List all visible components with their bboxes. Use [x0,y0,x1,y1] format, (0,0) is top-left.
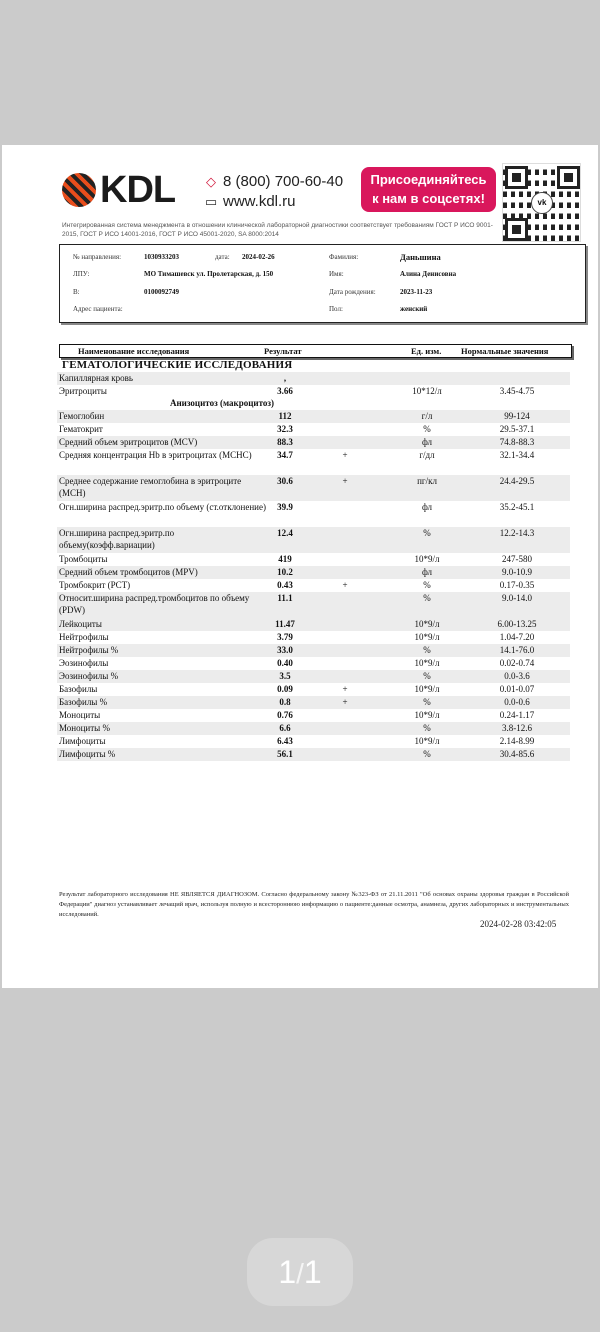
date-value: 2024-02-26 [242,253,275,261]
cell-norm: 3.8-12.6 [502,723,532,733]
cell-norm: 32.1-34.4 [499,450,535,460]
cell-norm: 74.8-88.3 [499,437,535,447]
cell-unit: г/л [421,411,433,421]
cell-name: Нейтрофилы [59,632,109,642]
address-label: Адрес пациента: [73,305,123,313]
website: www.kdl.ru [223,193,296,210]
cell-unit: 10*9/л [414,710,440,720]
table-row [57,670,570,683]
page-total: 1 [303,1254,322,1290]
phone-number: 8 (800) 700-60-40 [223,173,344,190]
cell-unit: % [423,671,431,681]
cell-result: 33.0 [277,645,293,655]
cell-name: Лимфоциты [59,736,106,746]
cell-unit: % [423,723,431,733]
cell-norm: 3.45-4.75 [499,386,535,396]
surname-label: Фамилия: [329,253,359,261]
social-logo-icon: vk [531,192,553,214]
col-norm-header: Нормальные значения [461,346,549,356]
name-label: Имя: [329,270,344,278]
birth-value: 2023-11-23 [400,288,433,296]
cell-norm: 29.5-37.1 [499,424,535,434]
print-timestamp: 2024-02-28 03:42:05 [480,919,557,929]
cell-result: 0.43 [277,580,293,590]
col-unit-header: Ед. изм. [411,346,442,356]
cell-unit: % [423,580,431,590]
table-row [57,735,570,748]
cell-name: Гематокрит [59,424,103,434]
cell-name: Моноциты [59,710,101,720]
phone-icon: ◇ [206,174,216,189]
cell-result: 0.76 [277,710,293,720]
cell-norm: 99-124 [504,411,530,421]
cell-result: 39.9 [277,502,293,512]
cell-norm: 6.00-13.25 [497,619,537,629]
cell-result: 10.2 [277,567,293,577]
subnote-text: Анизоцитоз (макроцитоз) [170,398,275,408]
qr-code-icon [502,163,581,242]
results-table [57,372,570,761]
table-row [57,527,570,553]
table-row [57,553,570,566]
cell-norm: 24.4-29.5 [499,476,535,486]
lpu-label: ЛПУ: [73,270,90,278]
cell-flag: + [342,450,348,460]
cell-norm: 0.0-3.6 [504,671,530,681]
table-row [57,475,570,501]
cell-result: 0.09 [277,684,293,694]
table-row [57,566,570,579]
cell-unit: 10*12/л [412,386,442,396]
cell-name: Относит.ширина распред.тромбоцитов по объему (PDW) [59,593,250,615]
cell-unit: % [423,645,431,655]
monitor-icon: ▭ [204,194,218,209]
table-row [57,436,570,449]
table-row [57,644,570,657]
results-table-header [59,344,572,358]
birth-label: Дата рождения: [329,288,376,296]
cell-norm: 14.1-76.0 [499,645,535,655]
iso-compliance-text: Интегрированная система менеджмента в отношении клинической лабораторной диагностики соответствует требованиям ГОСТ Р ИСО 9001-2015, ГОСТ Р ИСО 14001-2016, ГОСТ Р ИСО 45001-2020, SA 8000:2014 [62,222,493,238]
table-row [57,748,570,761]
cell-result: 0.8 [279,697,291,707]
table-row [57,385,570,398]
cell-unit: г/дл [419,450,435,460]
cell-result: 34.7 [277,450,293,460]
cell-result: 419 [278,554,292,564]
page-separator: / [296,1258,304,1289]
cell-name: Гемоглобин [59,411,105,421]
cell-result: , [283,373,287,383]
cell-norm: 0.24-1.17 [499,710,535,720]
cell-name: Базофилы [59,684,98,694]
banner-line1: Присоединяйтесь [370,172,487,187]
cell-norm: 30.4-85.6 [499,749,535,759]
name-value: Алина Денисовна [400,270,457,278]
cell-name: Средний объем эритроцитов (MCV) [59,437,198,447]
cell-unit: % [423,697,431,707]
kdl-logo-mark-icon [62,173,96,207]
cell-name: Огн.ширина распред.эритр.по объему (ст.отклонение) [59,502,266,512]
cell-unit: фл [421,502,433,512]
cell-name: Эозинофилы [59,658,109,668]
cell-flag: + [342,697,348,707]
cell-unit: пг/кл [417,476,437,486]
cell-unit: 10*9/л [414,632,440,642]
table-row [57,372,570,385]
contacts [204,172,343,212]
referral-value: 1030933203 [144,253,179,261]
sex-label: Пол: [329,305,343,313]
table-row [57,631,570,644]
table-row [57,579,570,592]
cell-name: Моноциты % [59,723,110,733]
patient-info-box [59,244,586,323]
table-row [57,696,570,709]
page-current: 1 [278,1254,297,1290]
cell-norm: 1.04-7.20 [499,632,535,642]
col-name-header: Наименование исследования [78,346,190,356]
cell-norm: 247-580 [502,554,532,564]
cell-norm: 9.0-10.9 [502,567,532,577]
cell-name: Лейкоциты [59,619,102,629]
cell-result: 12.4 [277,528,293,538]
cell-result: 6.6 [279,723,291,733]
cell-norm: 2.14-8.99 [499,736,535,746]
cell-unit: % [423,424,431,434]
cell-result: 56.1 [277,749,293,759]
cell-unit: % [423,593,431,603]
cell-flag: + [342,580,348,590]
cell-result: 3.5 [279,671,291,681]
social-banner [361,167,496,212]
table-row [57,423,570,436]
table-row [57,683,570,696]
lpu-value: МО Тимашевск ул. Пролетарская, д. 150 [144,270,274,278]
cell-norm: 0.0-0.6 [504,697,530,707]
cell-norm: 0.17-0.35 [499,580,535,590]
cell-name: Лимфоциты % [59,749,116,759]
table-row [57,449,570,475]
disclaimer: Результат лабораторного исследования НЕ ЯВЛЯЕТСЯ ДИАГНОЗОМ. Согласно федеральному закону №323-ФЗ от 21.11.2011 "Об основах охраны здоровья граждан в Российской Федерации" диагноз устанавливает лечащий врач, используя полную и всестороннюю информацию о пациенте:данные осмотра, анамнеза, других лабораторных и инструментальных исследований. [59,891,569,918]
cell-name: Тромбокрит (PCT) [59,580,131,590]
table-row [57,722,570,735]
cell-unit: фл [421,567,433,577]
table-row [57,657,570,670]
cell-unit: % [423,749,431,759]
banner-line2: к нам в соцсетях! [372,191,485,206]
cell-unit: 10*9/л [414,684,440,694]
cell-flag: + [342,684,348,694]
cell-result: 11.1 [277,593,293,603]
cell-name: Среднее содержание гемоглобина в эритроците (MCH) [59,476,242,498]
cell-name: Эритроциты [59,386,107,396]
date-label: дата: [215,253,230,261]
referral-label: № направления: [73,253,122,261]
surname-value: Даньшина [400,252,441,262]
cell-name: Тромбоциты [59,554,108,564]
cell-norm: 35.2-45.1 [499,502,535,512]
sex-value: женский [400,305,428,313]
cell-name: Базофилы % [59,697,108,707]
cell-unit: 10*9/л [414,658,440,668]
kdl-logo [62,170,175,210]
cell-result: 30.6 [277,476,293,486]
table-row [57,501,570,527]
col-result-header: Результат [264,346,302,356]
v-label: В: [73,288,80,296]
cell-name: Нейтрофилы % [59,645,119,655]
cell-result: 32.3 [277,424,293,434]
cell-result: 112 [278,411,292,421]
cell-result: 11.47 [275,619,295,629]
cell-name: Капиллярная кровь [59,373,133,383]
table-row [57,592,570,618]
cell-norm: 9.0-14.0 [502,593,532,603]
logo-text: KDL [100,168,176,211]
cell-name: Огн.ширина распред.эритр.по объему(коэфф.вариации) [59,528,175,550]
cell-norm: 12.2-14.3 [499,528,535,538]
cell-name: Средний объем тромбоцитов (MPV) [59,567,198,577]
cell-result: 88.3 [277,437,293,447]
page-indicator [247,1238,353,1306]
cell-result: 3.66 [277,386,293,396]
table-row [57,410,570,423]
cell-unit: 10*9/л [414,554,440,564]
anisocytosis-note [57,398,570,410]
cell-norm: 0.01-0.07 [499,684,535,694]
cell-unit: % [423,528,431,538]
cell-name: Средняя концентрация Hb в эритроцитах (MCHC) [59,450,252,460]
cell-result: 0.40 [277,658,293,668]
v-value: 0100092749 [144,288,179,296]
section-title: ГЕМАТОЛОГИЧЕСКИЕ ИССЛЕДОВАНИЯ [62,359,293,371]
cell-unit: 10*9/л [414,736,440,746]
cell-norm: 0.02-0.74 [499,658,535,668]
cell-name: Эозинофилы % [59,671,119,681]
cell-result: 3.79 [277,632,293,642]
table-row [57,709,570,722]
cell-unit: 10*9/л [414,619,440,629]
cell-flag: + [342,476,348,486]
table-row [57,618,570,631]
cell-unit: фл [421,437,433,447]
cell-result: 6.43 [277,736,293,746]
